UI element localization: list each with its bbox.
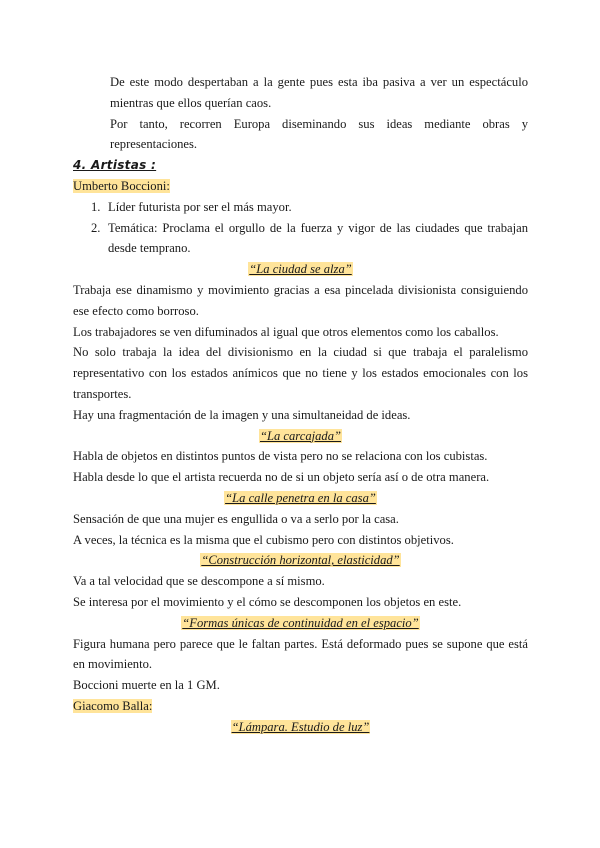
list-text: Temática: Proclama el orgullo de la fuerza y vigor de las ciudades que trabajan desde temprano. xyxy=(108,220,528,256)
paragraph: Habla desde lo que el artista recuerda no de si un objeto sería así o de otra manera. xyxy=(73,470,490,485)
work-title xyxy=(73,259,528,280)
list-text: Líder futurista por ser el más mayor. xyxy=(108,199,292,214)
paragraph: Sensación de que una mujer es engullida o va a serlo por la casa. xyxy=(73,511,399,526)
work-title-text: “La carcajada” xyxy=(259,428,342,443)
paragraph: Trabaja ese dinamismo y movimiento gracias a esa pincelada divisionista consiguiendo ese efecto como borroso. xyxy=(73,282,528,318)
work-title-text: “La calle penetra en la casa” xyxy=(225,490,376,505)
list-number: 1. xyxy=(91,199,101,214)
artist-name-text: Umberto Boccioni: xyxy=(73,178,170,193)
work-title-text: “La ciudad se alza” xyxy=(249,262,352,277)
numbered-list xyxy=(73,197,528,259)
work-title-text: “Lámpara. Estudio de luz” xyxy=(231,719,370,734)
artist-name-text: Giacomo Balla: xyxy=(73,698,153,713)
list-item xyxy=(73,197,528,218)
work-title-text: “Formas únicas de continuidad en el espacio” xyxy=(182,615,419,630)
artist-name xyxy=(73,696,528,717)
paragraph: No solo trabaja la idea del divisionismo en la ciudad si que trabaja el paralelismo representativo con los estados anímicos que no tiene y los estados emocionales con los transportes. xyxy=(73,345,528,401)
paragraph: Habla de objetos en distintos puntos de vista pero no se relaciona con los cubistas. xyxy=(73,449,488,464)
paragraph: De este modo despertaban a la gente pues esta iba pasiva a ver un espectáculo mientras que ellos querían caos. xyxy=(110,75,528,110)
paragraph: Boccioni muerte en la 1 GM. xyxy=(73,678,220,693)
work-title xyxy=(73,613,528,634)
list-number: 2. xyxy=(91,220,101,235)
document-body xyxy=(73,72,528,738)
work-title-text: “Construcción horizontal, elasticidad” xyxy=(201,553,400,568)
paragraph: Por tanto, recorren Europa diseminando sus ideas mediante obras y representaciones. xyxy=(110,116,528,152)
section-heading xyxy=(73,155,528,176)
work-title xyxy=(73,717,528,738)
artist-name xyxy=(73,176,528,197)
work-title xyxy=(73,550,528,571)
work-title xyxy=(73,426,528,447)
paragraph: Los trabajadores se ven difuminados al igual que otros elementos como los caballos. xyxy=(73,324,499,339)
work-title xyxy=(73,488,528,509)
paragraph: Hay una fragmentación de la imagen y una simultaneidad de ideas. xyxy=(73,407,411,422)
paragraph: A veces, la técnica es la misma que el cubismo pero con distintos objetivos. xyxy=(73,532,454,547)
paragraph: Va a tal velocidad que se descompone a sí mismo. xyxy=(73,574,325,589)
section-heading-text: 4. Artistas : xyxy=(73,158,157,173)
list-item xyxy=(73,218,528,260)
paragraph: Se interesa por el movimiento y el cómo se descomponen los objetos en este. xyxy=(73,594,462,609)
paragraph: Figura humana pero parece que le faltan partes. Está deformado pues se supone que está en movimiento. xyxy=(73,636,528,672)
